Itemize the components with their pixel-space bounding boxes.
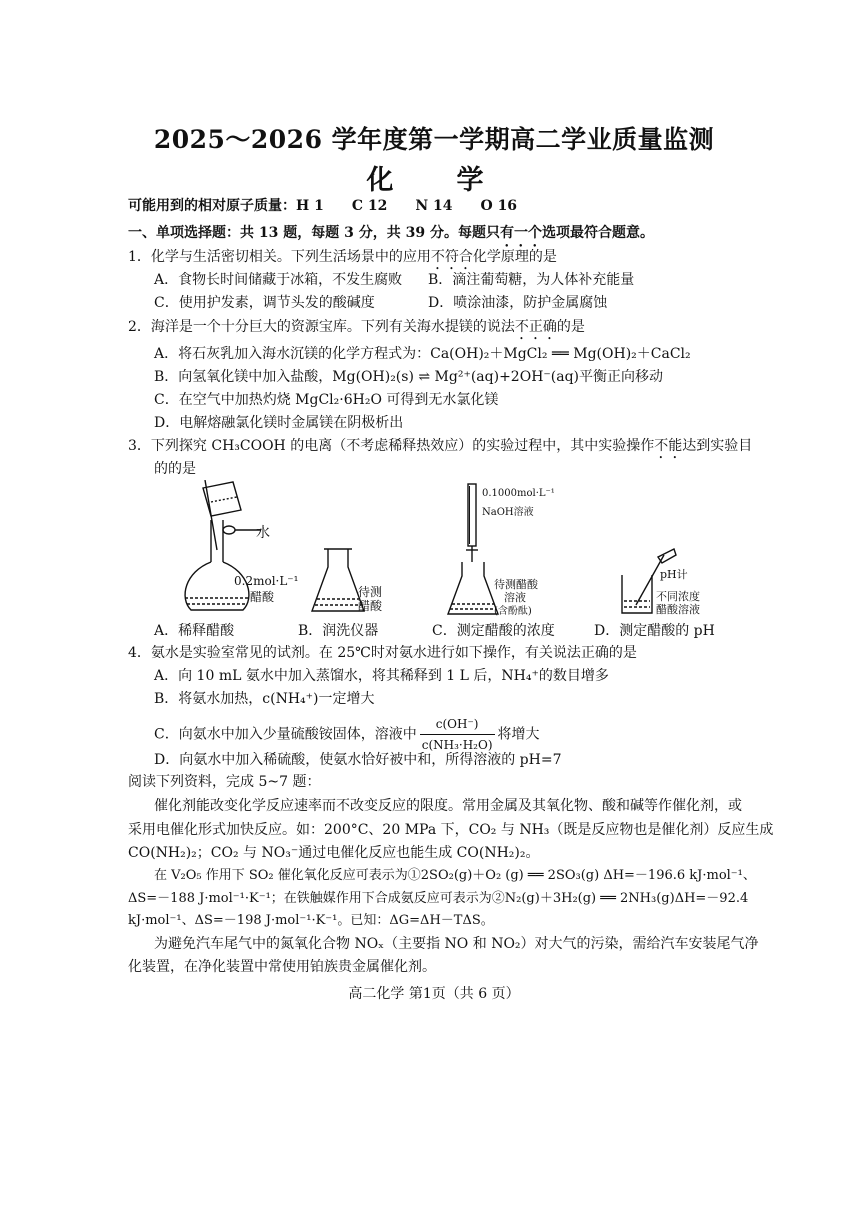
- q3-option-c: C．测定醋酸的浓度: [432, 623, 555, 639]
- q2-stem: [128, 317, 585, 343]
- q2-stem-post: 的是: [556, 319, 585, 335]
- exam-title: 2025～2026 学年度第一学期高二学业质量监测: [153, 125, 715, 154]
- fig-b-acid-label: 醋酸: [358, 599, 383, 613]
- reading-p1-line3: CO(NH₂)₂；CO₂ 与 NO₃⁻通过电催化反应也能生成 CO(NH₂)₂。: [128, 845, 540, 861]
- reading-intro: 阅读下列资料，完成 5~7 题：: [128, 774, 321, 790]
- q2-option-c: C．在空气中加热灼烧 MgCl₂·6H₂O 可得到无水氯化镁: [154, 392, 499, 408]
- section1-heading: [128, 223, 654, 250]
- subject-title: 化 学: [366, 165, 502, 196]
- q1-option-b: B．滴注葡萄糖，为人体补充能量: [428, 272, 635, 288]
- q1-option-c: C．使用护发素，调节头发的酸碱度: [154, 295, 375, 311]
- q4-option-a: A．向 10 mL 氨水中加入蒸馏水，将其稀释到 1 L 后，NH₄⁺的数目增多: [154, 668, 609, 684]
- q4-option-b: B．将氨水加热，c(NH₄⁺)一定增大: [154, 691, 375, 707]
- q4-stem: 4．氨水是实验室常见的试剂。在 25℃时对氨水进行如下操作，有关说法正确的是: [128, 645, 637, 661]
- q1-option-d: D．喷涂油漆，防护金属腐蚀: [428, 295, 608, 311]
- fig-b-tobe-label: 待测: [358, 585, 383, 599]
- q3-option-d: D．测定醋酸的 pH: [594, 623, 715, 639]
- fig-a-water-label: 水: [256, 525, 270, 541]
- q2-stem-dot: 不正确: [514, 319, 557, 335]
- reading-p3-line1: 为避免汽车尾气中的氮氧化合物 NOₓ（主要指 NO 和 NO₂）对大气的污染，需给汽车安装尾气净: [154, 936, 759, 952]
- q4-option-c: [154, 714, 540, 755]
- q3-stem-dot: 不能: [654, 438, 683, 454]
- fig-a-acid-label: 醋酸: [250, 590, 275, 604]
- reading-p1-line1: 催化剂能改变化学反应速率而不改变反应的限度。常用金属及其氧化物、酸和碱等作催化剂，或: [154, 798, 742, 814]
- q3-stem-post: 达到实验目: [682, 438, 753, 454]
- q1-option-a: A．食物长时间储藏于冰箱，不发生腐败: [154, 272, 403, 288]
- section1-heading-dot: 有一个: [499, 225, 542, 241]
- reading-p2-line1: 在 V₂O₅ 作用下 SO₂ 催化氧化反应可表示为①2SO₂(g)＋O₂ (g) ══ 2SO₃(g) ΔH=－196.6 kJ·mol⁻¹、: [154, 868, 756, 883]
- fig-d-ph-label: pH计: [660, 568, 688, 581]
- fig-c-solution-label: 溶液: [504, 591, 526, 604]
- atomic-masses: 可能用到的相对原子质量：H 1 C 12 N 14 O 16: [128, 198, 518, 214]
- q4-fraction-numerator: c(OH⁻): [420, 714, 495, 735]
- fig-d-conc-label: 不同浓度: [656, 590, 700, 603]
- q1-stem-dot: 不符合: [430, 249, 473, 265]
- erlenmeyer-flask-icon: [312, 549, 364, 611]
- q1-stem-pre: 1．化学与生活密切相关。下列生活场景中的应用: [128, 249, 431, 265]
- q2-option-a: A．将石灰乳加入海水沉镁的化学方程式为：Ca(OH)₂＋MgCl₂ ══ Mg(OH)₂＋CaCl₂: [154, 346, 691, 362]
- q2-option-b: B．向氢氧化镁中加入盐酸，Mg(OH)₂(s) ⇌ Mg²⁺(aq)+2OH⁻(aq)平衡正向移动: [154, 369, 664, 385]
- fig-c-naoh-label: NaOH溶液: [482, 507, 534, 518]
- fig-d-acid-label: 醋酸溶液: [656, 603, 700, 616]
- q4-option-d: D．向氨水中加入稀硫酸，使氨水恰好被中和，所得溶液的 pH=7: [154, 752, 562, 768]
- q4-option-c-post: 将增大: [497, 726, 540, 743]
- q3-option-a: A．稀释醋酸: [154, 623, 235, 639]
- q3-option-b: B．润洗仪器: [298, 623, 379, 639]
- q2-stem-pre: 2．海洋是一个十分巨大的资源宝库。下列有关海水提镁的说法: [128, 319, 515, 335]
- section1-heading-pre: 一、单项选择题：共 13 题，每题 3 分，共 39 分。每题只: [128, 225, 500, 241]
- figure-dilution: [175, 480, 295, 620]
- page-footer: 高二化学 第1页（共 6 页）: [348, 986, 520, 1002]
- fig-c-phenol-label: (含酚酞): [494, 606, 532, 617]
- fig-a-conc-label: 0.2mol·L⁻¹: [234, 574, 299, 588]
- section1-heading-post: 选项最符合题意。: [541, 225, 654, 241]
- reading-p2-line2: ΔS=－188 J·mol⁻¹·K⁻¹；在铁触媒作用下合成氨反应可表示为②N₂(g)＋3H₂(g) ══ 2NH₃(g)ΔH=－92.4: [128, 891, 749, 906]
- reading-p1-line2: 采用电催化形式加快反应。如：200°C、20 MPa 下，CO₂ 与 NH₃（既是反应物也是催化剂）反应生成: [128, 822, 774, 838]
- q3-stem-pre: 3．下列探究 CH₃COOH 的电离（不考虑稀释热效应）的实验过程中，其中实验操作: [128, 438, 655, 454]
- reading-p2-line3: kJ·mol⁻¹、ΔS=－198 J·mol⁻¹·K⁻¹。已知：ΔG=ΔH－TΔS。: [128, 913, 494, 928]
- q2-option-d: D．电解熔融氯化镁时金属镁在阴极析出: [154, 415, 404, 431]
- q4-option-c-fraction: [420, 714, 495, 755]
- q4-option-c-pre: C．向氨水中加入少量硫酸铵固体，溶液中: [154, 726, 417, 743]
- fig-c-naoh-conc-label: 0.1000mol·L⁻¹: [482, 488, 555, 499]
- titration-flask-icon: [448, 562, 498, 614]
- q3-stem-line2: 的的是: [154, 461, 196, 477]
- q1-stem-post: 化学原理的是: [472, 249, 557, 265]
- q3-stem: [128, 436, 752, 462]
- q4-fraction-denominator: c(NH₃·H₂O): [421, 738, 493, 752]
- fig-c-tobe-label: 待测醋酸: [494, 578, 538, 591]
- reading-p3-line2: 化装置，在净化装置中常使用铂族贵金属催化剂。: [128, 959, 436, 975]
